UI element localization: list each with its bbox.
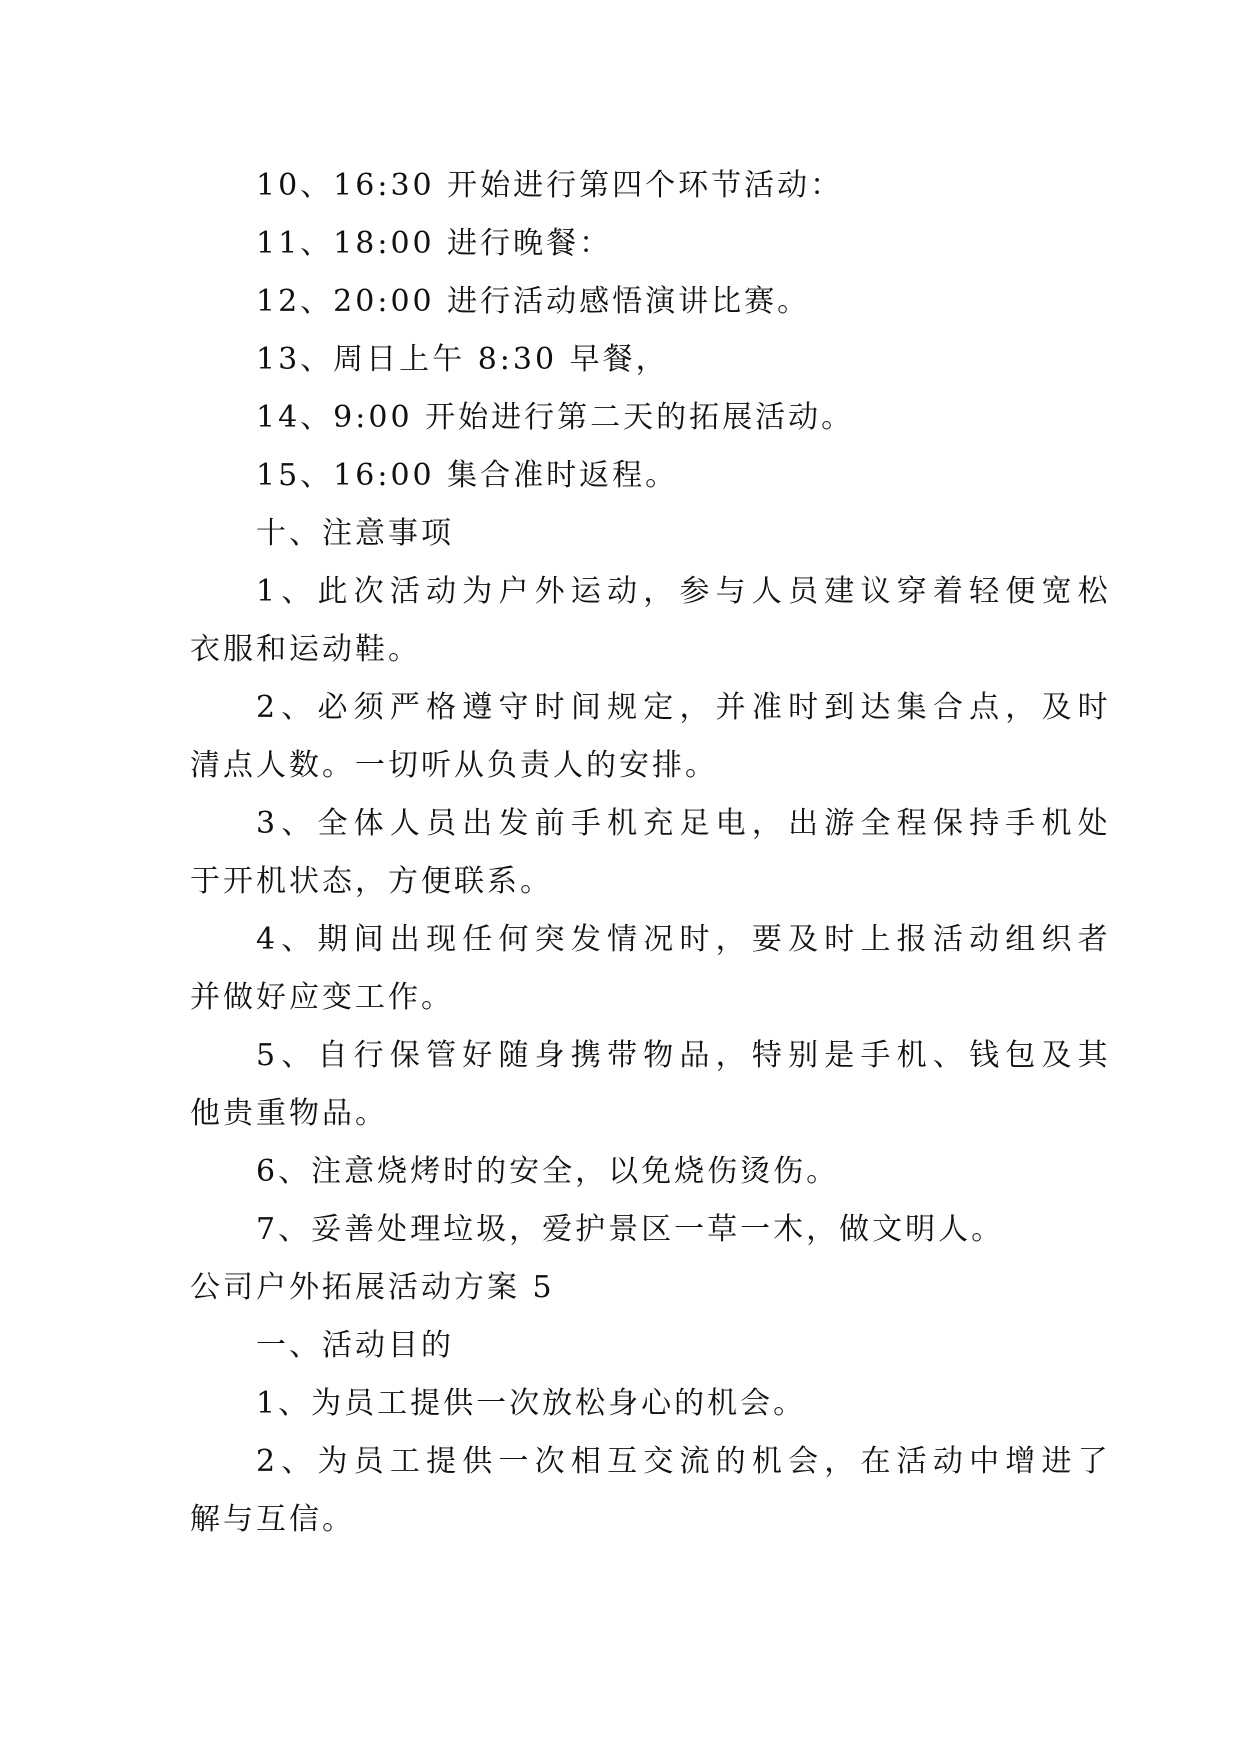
section-heading-purpose: 一、活动目的 [256, 1328, 454, 1363]
note-1-line-2: 衣服和运动鞋。 [190, 632, 421, 667]
purpose-2-line-2: 解与互信。 [190, 1502, 355, 1537]
schedule-item-13: 13、周日上午 8:30 早餐， [256, 342, 669, 377]
note-3-line-2: 于开机状态，方便联系。 [190, 864, 553, 899]
schedule-item-11: 11、18:00 进行晚餐： [256, 226, 613, 261]
purpose-2-line-1: 2、为员工提供一次相互交流的机会，在活动中增进了 [256, 1444, 1114, 1479]
plan-title: 公司户外拓展活动方案 5 [190, 1270, 555, 1305]
schedule-item-15: 15、16:00 集合准时返程。 [256, 458, 679, 493]
schedule-item-10: 10、16:30 开始进行第四个环节活动： [256, 168, 844, 203]
note-5-line-2: 他贵重物品。 [190, 1096, 388, 1131]
note-1-line-1: 1、此次活动为户外运动，参与人员建议穿着轻便宽松 [256, 574, 1114, 609]
note-2-line-1: 2、必须严格遵守时间规定，并准时到达集合点，及时 [256, 690, 1114, 725]
note-6: 6、注意烧烤时的安全，以免烧伤烫伤。 [256, 1154, 840, 1189]
schedule-item-12: 12、20:00 进行活动感悟演讲比赛。 [256, 284, 811, 319]
note-7: 7、妥善处理垃圾，爱护景区一草一木，做文明人。 [256, 1212, 1005, 1247]
note-5-line-1: 5、自行保管好随身携带物品，特别是手机、钱包及其 [256, 1038, 1114, 1073]
note-4-line-1: 4、期间出现任何突发情况时，要及时上报活动组织者 [256, 922, 1114, 957]
note-2-line-2: 清点人数。一切听从负责人的安排。 [190, 748, 718, 783]
section-heading-notes: 十、注意事项 [256, 516, 454, 551]
note-4-line-2: 并做好应变工作。 [190, 980, 454, 1015]
purpose-1: 1、为员工提供一次放松身心的机会。 [256, 1386, 807, 1421]
note-3-line-1: 3、全体人员出发前手机充足电，出游全程保持手机处 [256, 806, 1114, 841]
schedule-item-14: 14、9:00 开始进行第二天的拓展活动。 [256, 400, 855, 435]
